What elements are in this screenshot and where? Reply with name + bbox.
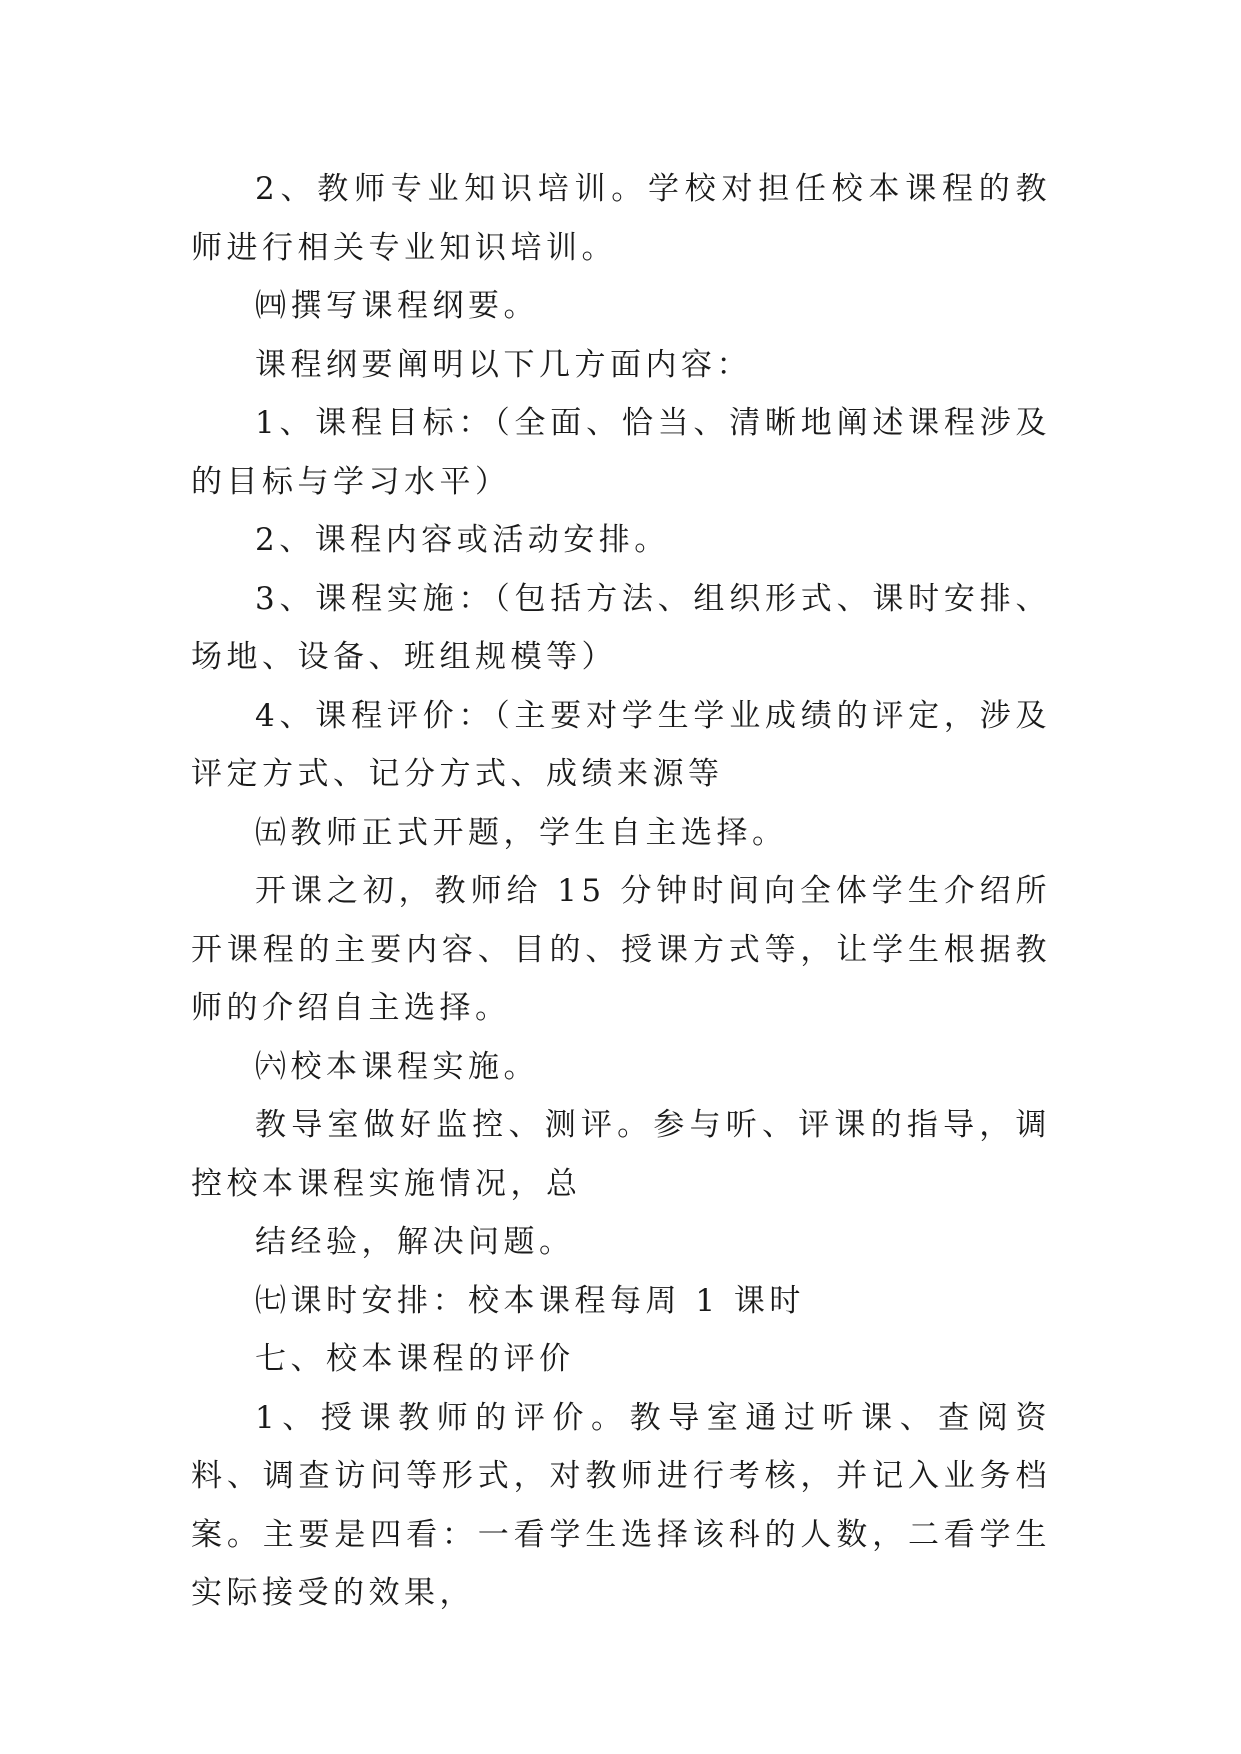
paragraph-heading-evaluation: 七、校本课程的评价 xyxy=(255,1341,575,1377)
paragraph-monitoring: 教导室做好监控、测评。参与听、评课的指导，调控校本课程实施情况，总 xyxy=(191,1107,1051,1202)
paragraph-heading-syllabus: ㈣撰写课程纲要。 xyxy=(255,288,539,324)
paragraph-course-evaluation: 4、课程评价：（主要对学生学业成绩的评定，涉及评定方式、记分方式、成绩来源等 xyxy=(191,697,1051,792)
paragraph-heading-implementation: ㈥校本课程实施。 xyxy=(255,1048,539,1085)
paragraph-heading-topic-selection: ㈤教师正式开题，学生自主选择。 xyxy=(255,814,788,851)
paragraph-teacher-training: 2、教师专业知识培训。学校对担任校本课程的教师进行相关专业知识培训。 xyxy=(191,171,1051,266)
paragraph-teacher-evaluation: 1、授课教师的评价。教导室通过听课、查阅资料、调查访问等形式，对教师进行考核，并记入业务档案。主要是四看：一看学生选择该科的人数，二看学生实际接受的效果， xyxy=(191,1399,1051,1611)
paragraph-summary: 结经验，解决问题。 xyxy=(255,1224,575,1260)
paragraph-course-introduction: 开课之初，教师给 15 分钟时间向全体学生介绍所开课程的主要内容、目的、授课方式等，让学生根据教师的介绍自主选择。 xyxy=(191,873,1051,1026)
document-body xyxy=(191,160,1051,1623)
paragraph-course-implementation: 3、课程实施：（包括方法、组织形式、课时安排、场地、设备、班组规模等） xyxy=(191,580,1051,675)
paragraph-course-content: 2、课程内容或活动安排。 xyxy=(255,522,670,558)
paragraph-course-goals: 1、课程目标：（全面、恰当、清晰地阐述课程涉及的目标与学习水平） xyxy=(191,405,1051,500)
paragraph-heading-schedule: ㈦课时安排：校本课程每周 1 课时 xyxy=(255,1282,805,1319)
paragraph-syllabus-intro: 课程纲要阐明以下几方面内容： xyxy=(255,346,752,383)
